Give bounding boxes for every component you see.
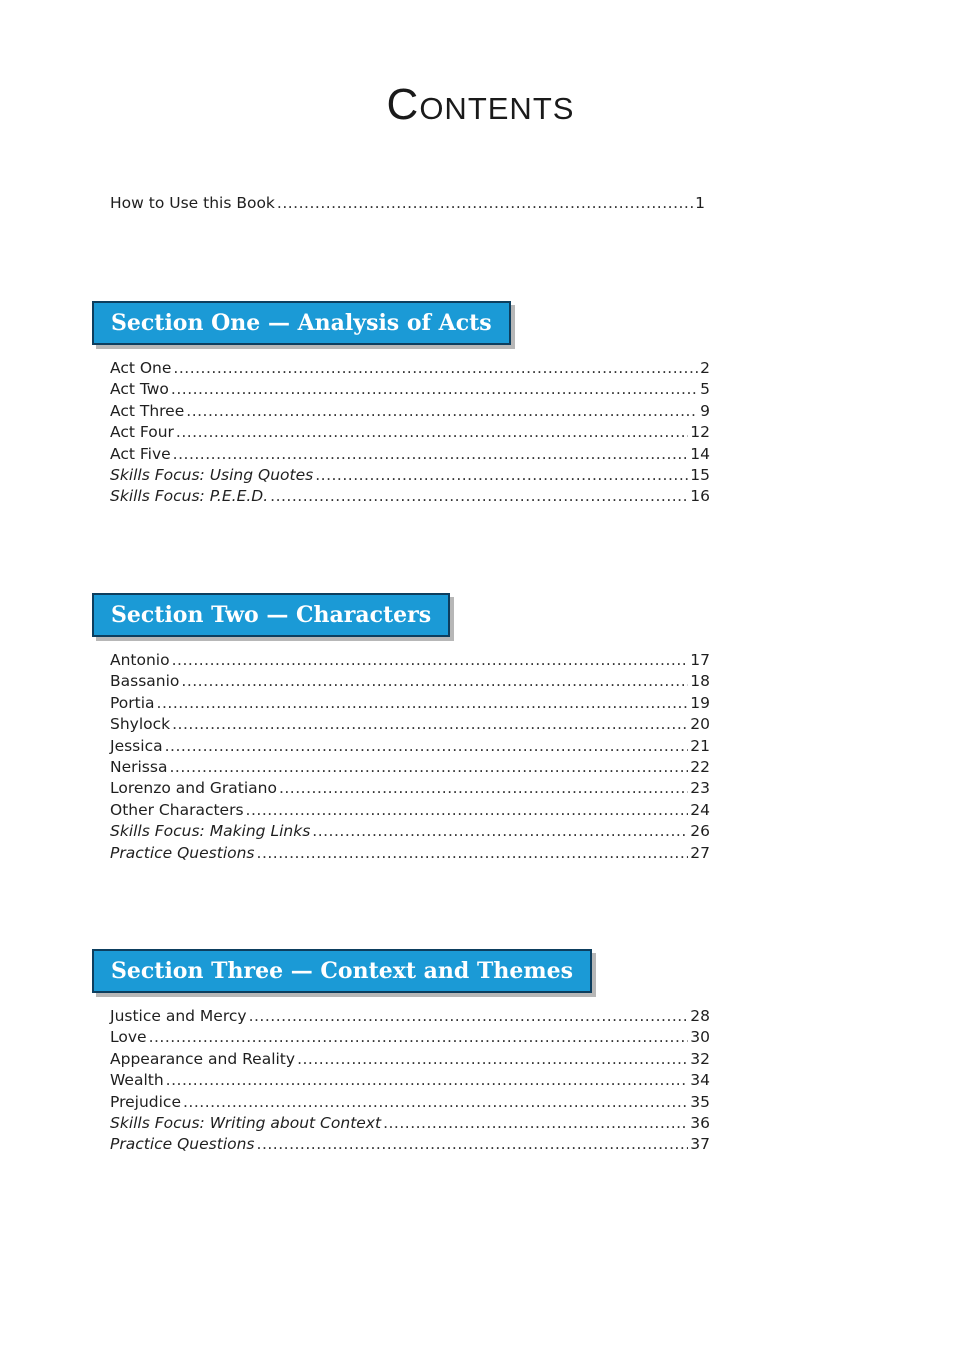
toc-entry[interactable] [110, 778, 710, 799]
toc-entry-label: Act Three [110, 401, 185, 420]
toc-entry[interactable] [110, 693, 710, 714]
toc-entry-label: Lorenzo and Gratiano [110, 779, 277, 798]
toc-entry-page: 21 [690, 736, 710, 755]
section-heading-three: Section Three — Context and Themes [92, 949, 592, 993]
toc-entry-page: 30 [690, 1028, 710, 1047]
toc-entry-page: 2 [700, 359, 710, 377]
dot-leader [277, 193, 693, 214]
toc-entry[interactable] [110, 1006, 710, 1027]
toc-entry-page: 34 [690, 1071, 710, 1090]
toc-entry[interactable] [110, 757, 710, 778]
toc-entry-label: Bassanio [110, 672, 180, 691]
toc-entry-label: How to Use this Book [110, 194, 275, 212]
toc-entry[interactable] [110, 800, 710, 821]
toc-entry[interactable] [110, 821, 710, 842]
toc-entry-label: Practice Questions [110, 843, 255, 862]
toc-entry-label: Skills Focus: Using Quotes [110, 465, 314, 484]
toc-entry-page: 36 [690, 1113, 710, 1132]
dot-leader [270, 486, 688, 507]
toc-entry[interactable] [110, 736, 710, 757]
toc-entry-page: 18 [690, 672, 710, 691]
dot-leader [315, 465, 688, 486]
toc-entry-label: Skills Focus: Writing about Context [110, 1113, 382, 1132]
toc-entry[interactable] [110, 1070, 710, 1091]
toc-entry-label: Jessica [110, 736, 163, 755]
dot-leader [171, 379, 698, 400]
dot-leader [165, 736, 689, 757]
dot-leader [257, 843, 689, 864]
toc-entry-page: 16 [690, 487, 710, 506]
toc-entry-page: 1 [695, 194, 705, 212]
toc-entry[interactable] [110, 465, 710, 486]
toc-entry[interactable] [110, 671, 710, 692]
toc-entry-label: Skills Focus: Making Links [110, 822, 311, 841]
dot-leader [312, 821, 688, 842]
toc-entry[interactable] [110, 358, 710, 379]
dot-leader [173, 444, 689, 465]
dot-leader [183, 1092, 688, 1113]
dot-leader [157, 693, 689, 714]
toc-entry-page: 37 [690, 1135, 710, 1154]
toc-entry-page: 14 [690, 444, 710, 463]
toc-entry-label: Love [110, 1028, 147, 1047]
toc-entry-label: Antonio [110, 651, 170, 669]
dot-leader [186, 401, 698, 422]
toc-entry-page: 22 [690, 757, 710, 776]
toc-entry[interactable] [110, 444, 710, 465]
toc-entry-label: Wealth [110, 1071, 164, 1090]
dot-leader [297, 1049, 688, 1070]
dot-leader [172, 714, 688, 735]
toc-entry-label: Shylock [110, 715, 171, 734]
toc-entry-page: 35 [690, 1092, 710, 1111]
dot-leader [279, 778, 688, 799]
dot-leader [176, 422, 688, 443]
dot-leader [169, 757, 688, 778]
toc-entry-label: Act Five [110, 444, 171, 463]
toc-entry-page: 19 [690, 693, 710, 712]
section-one-entries [110, 358, 710, 508]
toc-entry-page: 24 [690, 800, 710, 819]
dot-leader [181, 671, 688, 692]
toc-entry[interactable] [110, 1027, 710, 1048]
toc-entry-label: Prejudice [110, 1092, 181, 1111]
toc-entry-label: Appearance and Reality [110, 1049, 296, 1068]
page-title: Contents [386, 80, 575, 129]
toc-entry-page: 9 [700, 401, 710, 420]
toc-entry[interactable] [110, 714, 710, 735]
toc-entry[interactable] [110, 1134, 710, 1155]
dot-leader [383, 1113, 688, 1134]
toc-entry-page: 5 [700, 380, 710, 399]
toc-entry-how-to-use[interactable] [110, 193, 705, 214]
toc-entry-label: Skills Focus: P.E.E.D. [110, 487, 269, 506]
dot-leader [246, 800, 689, 821]
toc-entry-label: Portia [110, 693, 155, 712]
dot-leader [166, 1070, 689, 1091]
section-two-entries [110, 650, 710, 864]
toc-entry-page: 12 [690, 423, 710, 442]
toc-entry[interactable] [110, 1092, 710, 1113]
toc-entry-page: 15 [690, 465, 710, 484]
toc-entry[interactable] [110, 422, 710, 443]
toc-entry[interactable] [110, 1049, 710, 1070]
toc-entry-page: 32 [690, 1049, 710, 1068]
toc-entry-page: 27 [690, 843, 710, 862]
toc-entry-label: Other Characters [110, 800, 244, 819]
toc-entry[interactable] [110, 843, 710, 864]
toc-entry-label: Act Four [110, 423, 174, 442]
toc-entry[interactable] [110, 486, 710, 507]
dot-leader [172, 650, 689, 671]
toc-entry-page: 20 [690, 715, 710, 734]
dot-leader [173, 358, 698, 379]
toc-entry[interactable] [110, 1113, 710, 1134]
section-three-entries [110, 1006, 710, 1156]
section-heading-two: Section Two — Characters [92, 593, 450, 637]
dot-leader [249, 1006, 689, 1027]
toc-entry-label: Nerissa [110, 757, 168, 776]
toc-entry[interactable] [110, 650, 710, 671]
toc-entry-label: Act One [110, 359, 172, 377]
toc-entry-page: 26 [690, 822, 710, 841]
toc-entry-page: 17 [690, 651, 710, 669]
toc-entry[interactable] [110, 379, 710, 400]
toc-entry-page: 23 [690, 779, 710, 798]
dot-leader [149, 1027, 689, 1048]
toc-entry-label: Act Two [110, 380, 169, 399]
dot-leader [257, 1134, 689, 1155]
toc-entry-label: Justice and Mercy [110, 1007, 247, 1025]
section-heading-one: Section One — Analysis of Acts [92, 301, 511, 345]
toc-entry[interactable] [110, 401, 710, 422]
toc-entry-page: 28 [690, 1007, 710, 1025]
toc-entry-label: Practice Questions [110, 1135, 255, 1154]
